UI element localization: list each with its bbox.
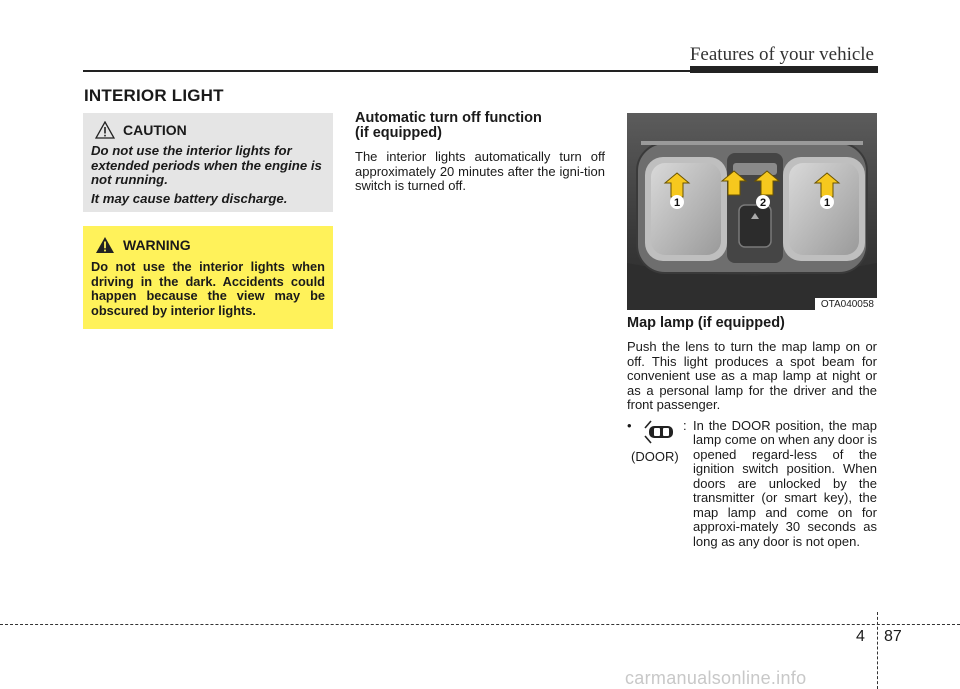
- caution-box: [83, 113, 333, 212]
- door-item: [627, 419, 877, 569]
- header-rule-accent: [690, 66, 878, 73]
- bullet: •: [627, 417, 632, 433]
- chapter-number: 4: [856, 628, 865, 645]
- callout-2: 2: [759, 197, 767, 209]
- caution-triangle-icon: [95, 121, 115, 139]
- page-separator: [877, 612, 879, 689]
- watermark: carmanualsonline.info: [625, 668, 807, 688]
- auto-off-heading: [355, 111, 605, 141]
- door-description: [683, 417, 877, 550]
- caution-text: [91, 144, 325, 206]
- map-lamp-photo: [627, 113, 877, 310]
- footer-rule: [0, 624, 960, 625]
- map-lamp-section: [627, 316, 877, 569]
- auto-off-heading-line2: (if equipped): [355, 125, 442, 141]
- page-number: 87: [884, 628, 902, 645]
- section-title: INTERIOR LIGHT: [84, 86, 224, 105]
- figure-caption: OTA040058: [815, 298, 877, 310]
- map-lamp-illustration: [627, 113, 877, 310]
- callout-1-right: 1: [823, 197, 831, 209]
- auto-off-section: [355, 111, 605, 194]
- auto-off-text: The interior lights automatically turn off approximately 20 minutes after the igni-tion switch is turned off.: [355, 149, 605, 193]
- warning-box: [83, 226, 333, 329]
- caution-label: CAUTION: [123, 122, 187, 138]
- warning-text: Do not use the interior lights when driving in the dark. Accidents could happen because the view may be obscured by interior lights.: [91, 259, 325, 318]
- warning-label: WARNING: [123, 237, 191, 253]
- door-label: (DOOR): [631, 448, 679, 464]
- map-lamp-heading: Map lamp (if equipped): [627, 315, 785, 331]
- callout-1-left: 1: [673, 197, 681, 209]
- car-door-icon: [643, 419, 679, 445]
- warning-triangle-icon: [95, 236, 115, 254]
- auto-off-heading-line1: Automatic turn off function: [355, 110, 542, 126]
- caution-line: It may cause battery discharge.: [91, 190, 288, 206]
- warning-header: [95, 236, 325, 254]
- caution-header: [95, 121, 325, 139]
- map-lamp-text: Push the lens to turn the map lamp on or off. This light produces a spot beam for convenient use as a map lamp at night or as a personal lamp for the driver and the front passenger.: [627, 339, 877, 412]
- door-text: In the DOOR position, the map lamp come on when any door is opened regard-less of the ignition switch position. When doors are unlocked by the transmitter (or smart key), the map lamp and come on for approxi-mately 30 seconds as long as any door is not open.: [693, 417, 877, 549]
- colon: :: [683, 417, 687, 433]
- header-title: Features of your vehicle: [689, 44, 874, 65]
- caution-line: Do not use the interior lights for extended periods when the engine is not running.: [91, 143, 322, 187]
